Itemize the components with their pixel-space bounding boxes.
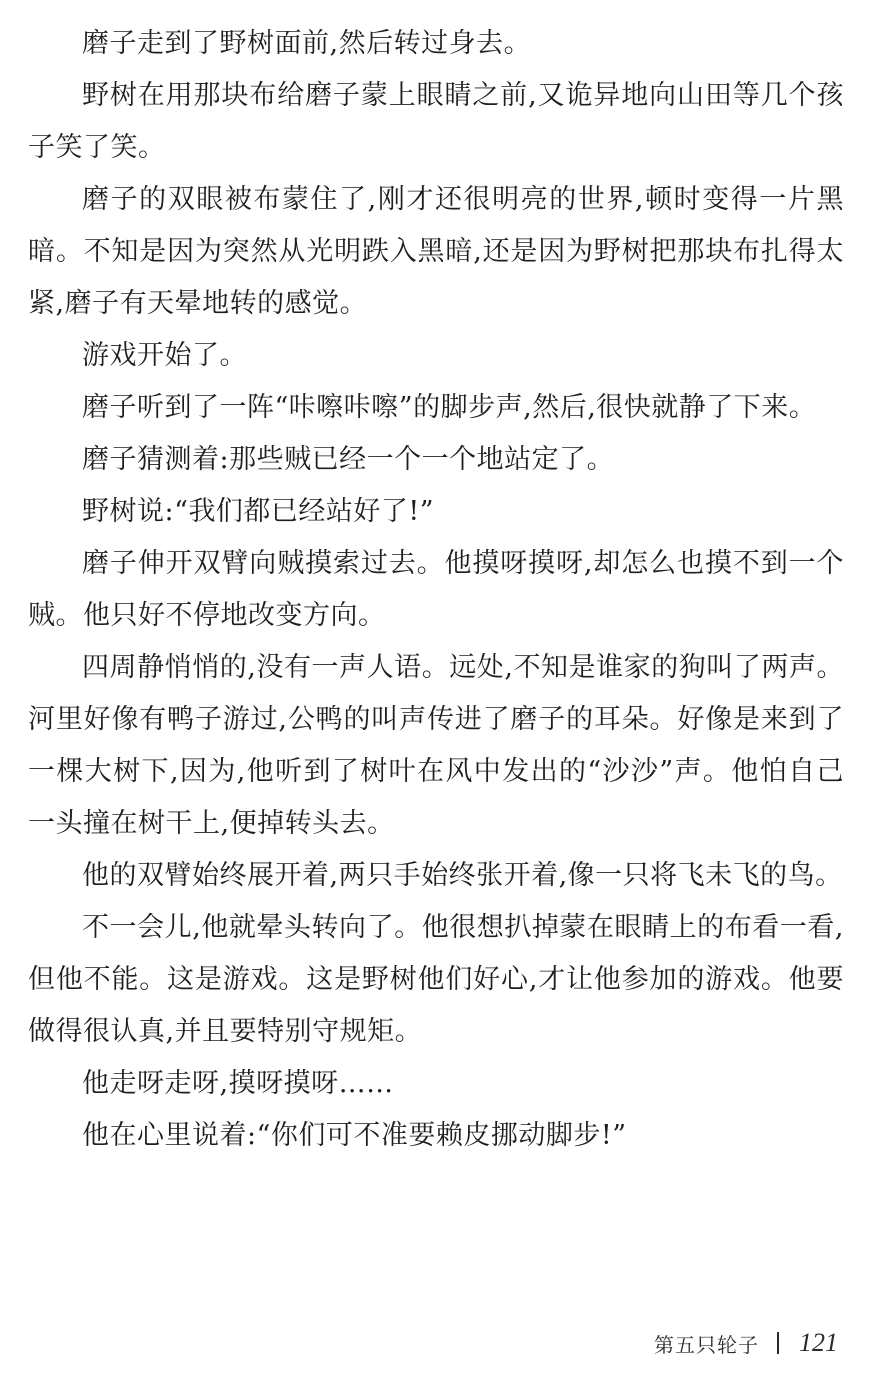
paragraph: 磨子伸开双臂向贼摸索过去。他摸呀摸呀,却怎么也摸不到一个贼。他只好不停地改变方向。 bbox=[28, 548, 844, 631]
paragraph: 他走呀走呀,摸呀摸呀…… bbox=[82, 1068, 394, 1099]
paragraph: 磨子走到了野树面前,然后转过身去。 bbox=[82, 28, 532, 59]
footer-divider bbox=[777, 1332, 779, 1354]
paragraph: 磨子听到了一阵“咔嚓咔嚓”的脚步声,然后,很快就静了下来。 bbox=[82, 392, 817, 423]
running-chapter-title: 第五只轮子 bbox=[654, 1332, 759, 1357]
paragraph: 不一会儿,他就晕头转向了。他很想扒掉蒙在眼睛上的布看一看,但他不能。这是游戏。这是野树他们好心,才让他参加的游戏。他要做得很认真,并且要特别守规矩。 bbox=[28, 912, 844, 1047]
paragraph: 磨子猜测着:那些贼已经一个一个地站定了。 bbox=[82, 444, 615, 475]
paragraph: 他的双臂始终展开着,两只手始终张开着,像一只将飞未飞的鸟。 bbox=[82, 860, 843, 891]
paragraph: 野树说:“我们都已经站好了!” bbox=[82, 496, 435, 527]
paragraph: 野树在用那块布给磨子蒙上眼睛之前,又诡异地向山田等几个孩子笑了笑。 bbox=[28, 80, 844, 163]
paragraph: 他在心里说着:“你们可不准要赖皮挪动脚步!” bbox=[82, 1120, 627, 1151]
page-number: 121 bbox=[799, 1328, 838, 1357]
page-footer bbox=[654, 1328, 838, 1358]
page-body bbox=[28, 18, 844, 1162]
paragraph: 磨子的双眼被布蒙住了,刚才还很明亮的世界,顿时变得一片黑暗。不知是因为突然从光明跌入黑暗,还是因为野树把那块布扎得太紧,磨子有天晕地转的感觉。 bbox=[28, 184, 844, 319]
paragraph: 四周静悄悄的,没有一声人语。远处,不知是谁家的狗叫了两声。河里好像有鸭子游过,公鸭的叫声传进了磨子的耳朵。好像是来到了一棵大树下,因为,他听到了树叶在风中发出的“沙沙”声。他怕自己一头撞在树干上,便掉转头去。 bbox=[28, 652, 844, 839]
paragraph: 游戏开始了。 bbox=[82, 340, 247, 371]
